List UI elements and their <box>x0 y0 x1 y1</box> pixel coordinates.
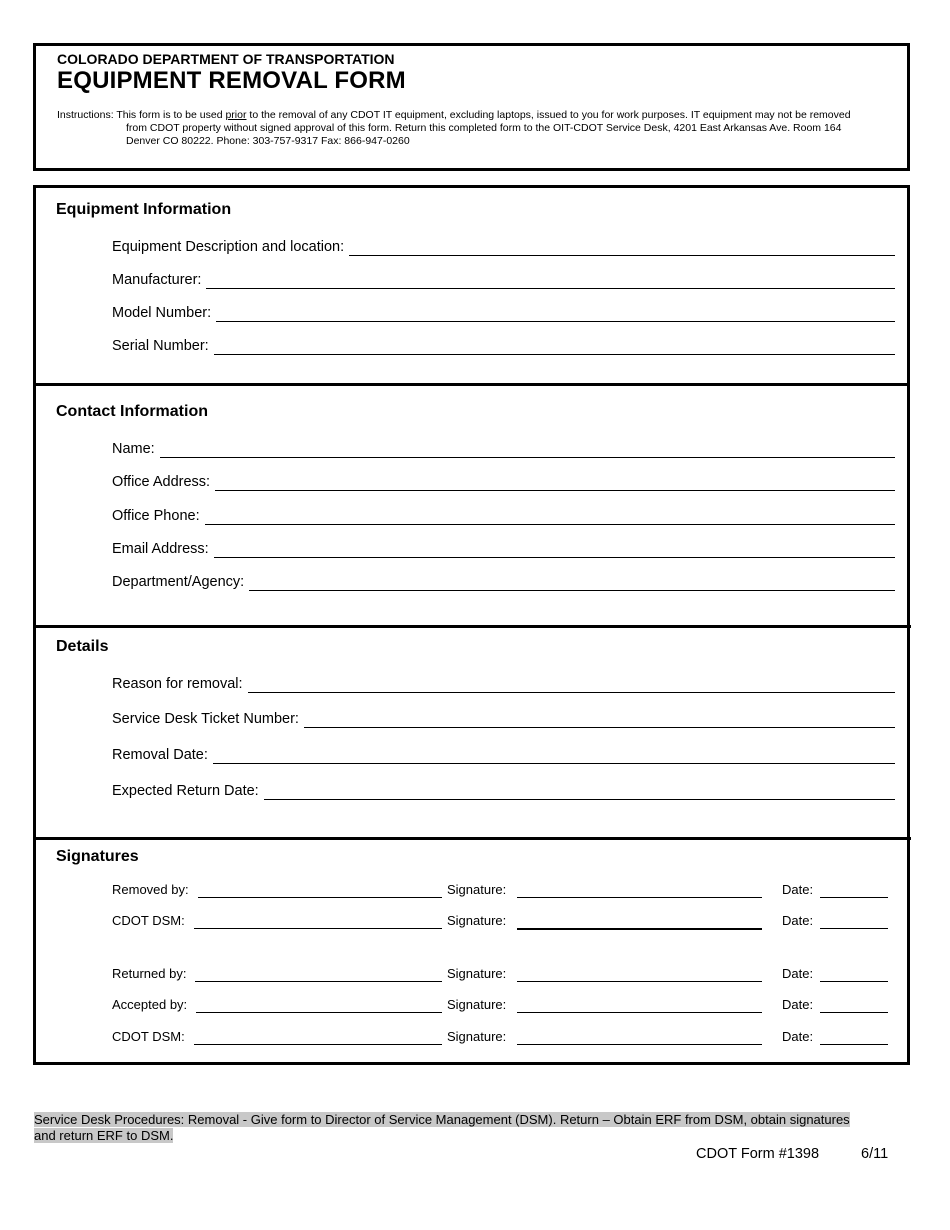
field-line[interactable] <box>248 674 895 693</box>
field-label: Office Address: <box>112 474 211 490</box>
signature-label: Signature: <box>447 997 507 1012</box>
office-address-field[interactable] <box>112 469 895 491</box>
instructions <box>57 109 897 148</box>
form-body <box>33 185 910 1065</box>
signature-label: Signature: <box>447 966 507 981</box>
name-line[interactable] <box>194 928 442 929</box>
field-line[interactable] <box>214 336 895 355</box>
section-divider <box>36 625 911 628</box>
equipment-section-title: Equipment Information <box>56 201 232 218</box>
manufacturer-field[interactable] <box>112 267 895 289</box>
field-line[interactable] <box>349 237 895 256</box>
signature-line[interactable] <box>517 928 762 930</box>
signature-label: Signature: <box>447 882 507 897</box>
date-line[interactable] <box>820 1012 888 1013</box>
email-address-field[interactable] <box>112 536 895 558</box>
field-label: Reason for removal: <box>112 676 243 692</box>
form-revision-date: 6/11 <box>861 1146 889 1162</box>
field-line[interactable] <box>205 506 895 525</box>
instructions-emphasis: prior <box>225 109 247 121</box>
field-line[interactable] <box>206 270 895 289</box>
field-label: Name: <box>112 441 155 457</box>
field-label: Equipment Description and location: <box>112 239 345 255</box>
procedures-text: Service Desk Procedures: Removal - Give form to Director of Service Management (DSM). Return – Obtain ERF from DSM, obtain signatures and return ERF to DSM. <box>34 1112 850 1143</box>
row-label: CDOT DSM: <box>112 1029 185 1044</box>
expected-return-date-field[interactable] <box>112 778 895 800</box>
field-label: Service Desk Ticket Number: <box>112 711 299 727</box>
field-label: Removal Date: <box>112 747 208 763</box>
instructions-line3: Denver CO 80222. Phone: 303-757-9317 Fax: 866-947-0260 <box>126 135 410 147</box>
date-line[interactable] <box>820 1044 888 1045</box>
field-line[interactable] <box>249 572 895 591</box>
instructions-line2: from CDOT property without signed approval of this form. Return this completed form to the OIT-CDOT Service Desk, 4201 East Arkansas Ave. Room 164 <box>126 122 842 134</box>
date-label: Date: <box>782 882 814 897</box>
field-label: Department/Agency: <box>112 574 245 590</box>
removal-date-field[interactable] <box>112 742 895 764</box>
office-phone-field[interactable] <box>112 503 895 525</box>
name-line[interactable] <box>195 981 442 982</box>
model-number-field[interactable] <box>112 300 895 322</box>
signature-line[interactable] <box>517 1012 762 1013</box>
signature-row-accepted-by <box>112 997 892 1017</box>
field-label: Office Phone: <box>112 508 200 524</box>
field-line[interactable] <box>214 539 895 558</box>
section-divider <box>36 383 907 386</box>
signature-label: Signature: <box>447 1029 507 1044</box>
signature-line[interactable] <box>517 897 762 898</box>
name-line[interactable] <box>196 1012 442 1013</box>
field-label: Expected Return Date: <box>112 783 259 799</box>
field-label: Manufacturer: <box>112 272 202 288</box>
form-number: CDOT Form #1398 <box>696 1146 820 1162</box>
date-label: Date: <box>782 1029 814 1044</box>
field-line[interactable] <box>304 709 895 728</box>
section-divider <box>36 837 911 840</box>
row-label: Accepted by: <box>112 997 188 1012</box>
name-line[interactable] <box>198 897 442 898</box>
date-label: Date: <box>782 966 814 981</box>
row-label: Returned by: <box>112 966 187 981</box>
date-label: Date: <box>782 913 814 928</box>
row-label: Removed by: <box>112 882 189 897</box>
signature-row-returned-by <box>112 966 892 986</box>
field-label: Email Address: <box>112 541 209 557</box>
row-label: CDOT DSM: <box>112 913 185 928</box>
ticket-number-field[interactable] <box>112 706 895 728</box>
field-label: Serial Number: <box>112 338 209 354</box>
details-section-title: Details <box>56 638 109 655</box>
service-desk-procedures <box>34 1112 864 1144</box>
field-line[interactable] <box>213 745 895 764</box>
field-line[interactable] <box>216 303 895 322</box>
signature-row-cdot-dsm-return <box>112 1029 892 1049</box>
instructions-line1-rest: to the removal of any CDOT IT equipment, excluding laptops, issued to you for work purposes. IT equipment may not be removed <box>246 109 851 121</box>
signature-label: Signature: <box>447 913 507 928</box>
signature-row-cdot-dsm <box>112 913 892 933</box>
form-header <box>33 43 910 171</box>
contact-section-title: Contact Information <box>56 403 208 420</box>
field-line[interactable] <box>160 439 895 458</box>
date-line[interactable] <box>820 897 888 898</box>
department-agency-field[interactable] <box>112 569 895 591</box>
date-line[interactable] <box>820 981 888 982</box>
date-line[interactable] <box>820 928 888 929</box>
name-field[interactable] <box>112 436 895 458</box>
agency-name: COLORADO DEPARTMENT OF TRANSPORTATION <box>57 51 395 67</box>
equipment-description-field[interactable] <box>112 234 895 256</box>
serial-number-field[interactable] <box>112 333 895 355</box>
field-line[interactable] <box>264 781 895 800</box>
signatures-section-title: Signatures <box>56 848 139 865</box>
signature-line[interactable] <box>517 981 762 982</box>
name-line[interactable] <box>194 1044 442 1045</box>
signature-line[interactable] <box>517 1044 762 1045</box>
field-line[interactable] <box>215 472 895 491</box>
instructions-prefix: Instructions: This form is to be used <box>57 109 226 121</box>
date-label: Date: <box>782 997 814 1012</box>
form-title: EQUIPMENT REMOVAL FORM <box>57 67 406 94</box>
reason-for-removal-field[interactable] <box>112 671 895 693</box>
signature-row-removed-by <box>112 882 892 902</box>
field-label: Model Number: <box>112 305 212 321</box>
